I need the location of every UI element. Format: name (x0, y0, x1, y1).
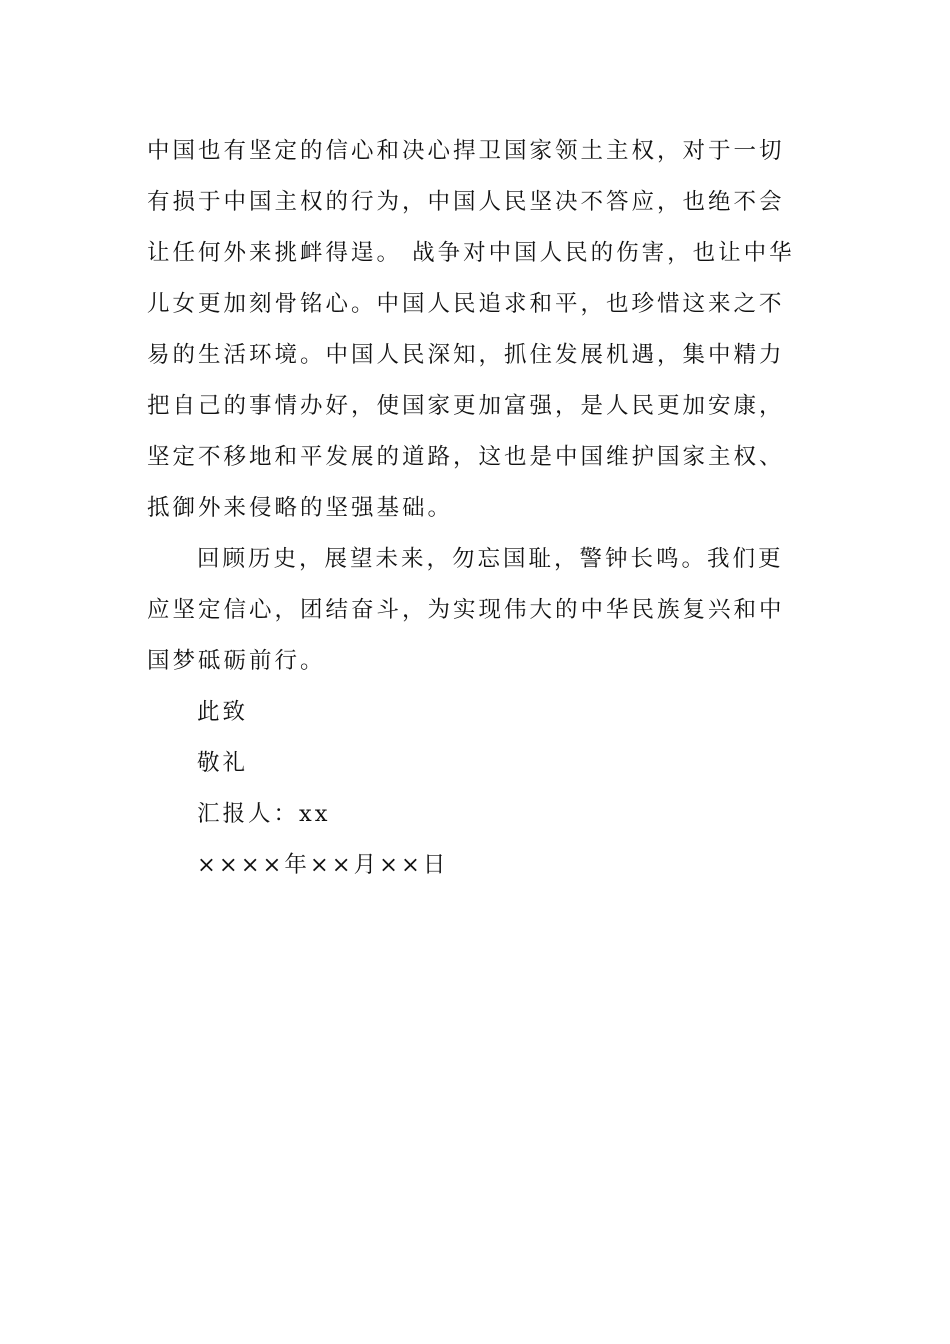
text-line: 把自己的事情办好，使国家更加富强，是人民更加安康， (147, 393, 785, 419)
text-line: 回顾历史，展望未来，勿忘国耻，警钟长鸣。我们更 (197, 546, 784, 572)
salutation-respectfully: 此致 (197, 699, 249, 725)
closing-block (147, 687, 807, 891)
paragraph-1 (147, 126, 807, 534)
text-line: 抵御外来侵略的坚强基础。 (147, 495, 454, 521)
text-line: 应坚定信心，团结奋斗，为实现伟大的中华民族复兴和中 (147, 597, 785, 623)
salutation-regards: 敬礼 (197, 750, 249, 776)
text-line: 坚定不移地和平发展的道路，这也是中国维护国家主权、 (147, 444, 785, 470)
reporter-signature: 汇报人：xx (197, 801, 331, 827)
text-line: 中国也有坚定的信心和决心捍卫国家领土主权，对于一切 (147, 138, 785, 164)
text-line: 让任何外来挑衅得逞。 战争对中国人民的伤害，也让中华 (147, 240, 795, 266)
paragraph-2 (147, 534, 807, 687)
text-line: 有损于中国主权的行为，中国人民坚决不答应，也绝不会 (147, 189, 785, 215)
text-line: 儿女更加刻骨铭心。中国人民追求和平，也珍惜这来之不 (147, 291, 785, 317)
text-line: 国梦砥砺前行。 (147, 648, 326, 674)
text-line: 易的生活环境。中国人民深知，抓住发展机遇，集中精力 (147, 342, 785, 368)
report-date: ××××年××月××日 (197, 852, 449, 878)
document-body (147, 126, 807, 891)
